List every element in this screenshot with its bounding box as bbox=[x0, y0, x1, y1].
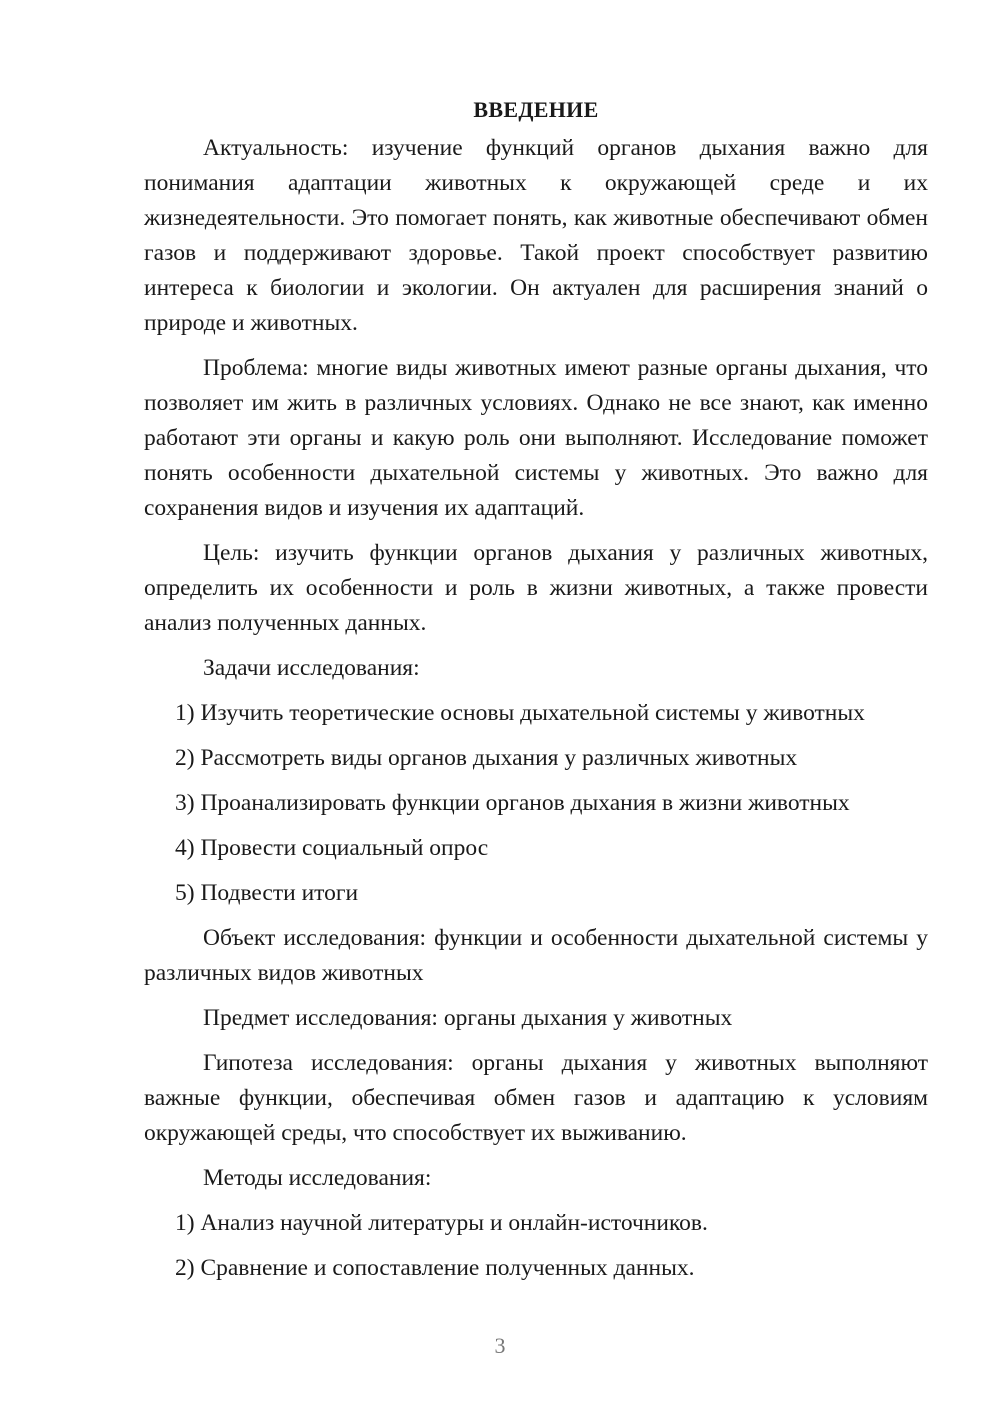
methods-list bbox=[144, 1206, 928, 1286]
list-item: 1) Изучить теоретические основы дыхательной системы у животных bbox=[175, 700, 865, 726]
list-item: 4) Провести социальный опрос bbox=[175, 835, 489, 861]
problem-paragraph: Проблема: многие виды животных имеют разные органы дыхания, что позволяет им жить в различных условиях. Однако не все знают, как именно работают эти органы и какую роль они выполняют. Исследование поможет понять особенности дыхательной системы у животных. Это важно для сохранения видов и изучения их адаптаций. bbox=[144, 355, 928, 521]
page-title: ВВЕДЕНИЕ bbox=[473, 97, 599, 122]
page-content bbox=[144, 92, 928, 1296]
goal-paragraph: Цель: изучить функции органов дыхания у различных животных, определить их особенности и роль в жизни животных, а также провести анализ полученных данных. bbox=[144, 540, 928, 636]
object-paragraph: Объект исследования: функции и особенности дыхательной системы у различных видов животных bbox=[144, 925, 928, 986]
relevance-paragraph: Актуальность: изучение функций органов дыхания важно для понимания адаптации животных к окружающей среде и их жизнедеятельности. Это помогает понять, как животные обеспечивают обмен газов и поддерживают здоровье. Такой проект способствует развитию интереса к биологии и экологии. Он актуален для расширения знаний о природе и животных. bbox=[144, 135, 928, 336]
list-item: 2) Сравнение и сопоставление полученных данных. bbox=[175, 1255, 695, 1281]
subject-paragraph: Предмет исследования: органы дыхания у животных bbox=[203, 1005, 733, 1031]
list-item: 3) Проанализировать функции органов дыхания в жизни животных bbox=[175, 790, 850, 816]
page-number: 3 bbox=[494, 1333, 506, 1358]
list-item: 5) Подвести итоги bbox=[175, 880, 359, 906]
tasks-heading: Задачи исследования: bbox=[203, 655, 420, 681]
tasks-list bbox=[144, 696, 928, 911]
list-item: 2) Рассмотреть виды органов дыхания у различных животных bbox=[175, 745, 798, 771]
list-item: 1) Анализ научной литературы и онлайн-источников. bbox=[175, 1210, 708, 1236]
hypothesis-paragraph: Гипотеза исследования: органы дыхания у животных выполняют важные функции, обеспечивая обмен газов и адаптацию к условиям окружающей среды, что способствует их выживанию. bbox=[144, 1050, 928, 1146]
methods-heading: Методы исследования: bbox=[203, 1165, 432, 1191]
